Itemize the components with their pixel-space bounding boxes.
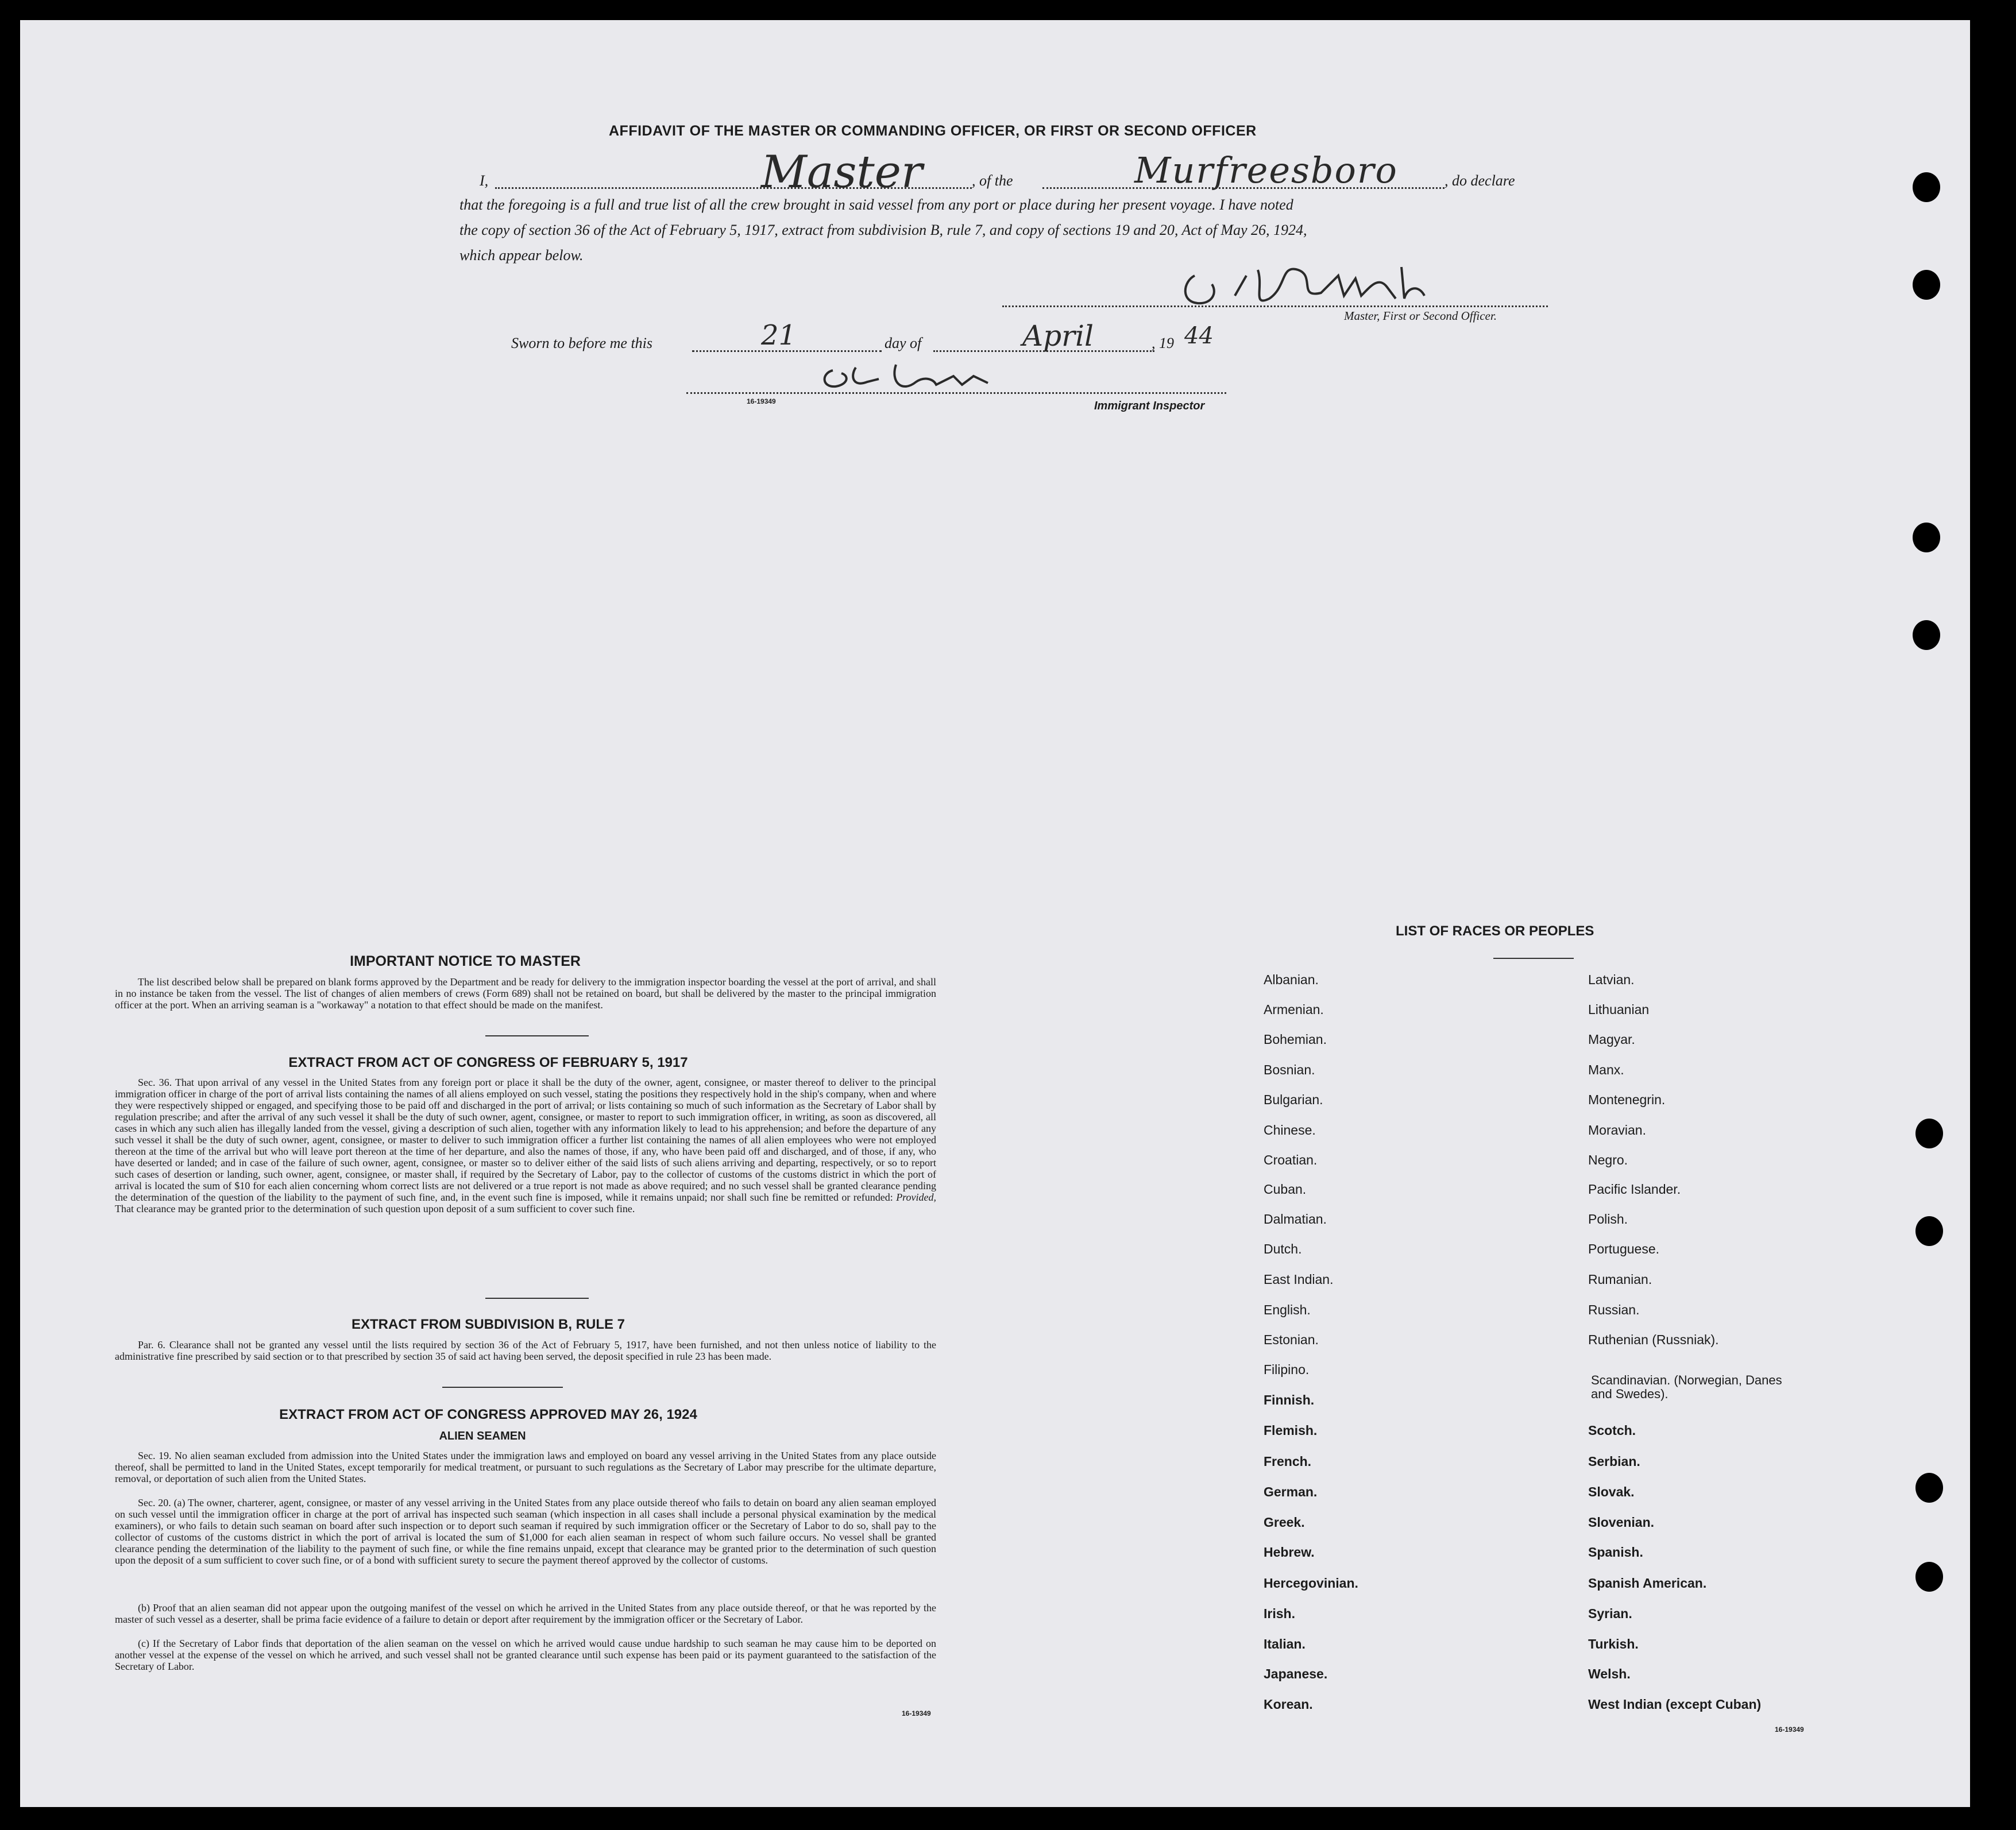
- extract-1917-body-end: That clearance may be granted prior to the determination of such question upon deposit of a sum sufficient to cover such fine.: [115, 1203, 635, 1214]
- race-item: Albanian.: [1264, 972, 1319, 987]
- race-item: Hercegovinian.: [1264, 1576, 1358, 1591]
- form-number-left: 16-19349: [902, 1709, 931, 1717]
- race-item: Ruthenian (Russniak).: [1588, 1332, 1719, 1347]
- handwritten-year: 44: [1184, 323, 1214, 349]
- of-the-label: , of the: [972, 172, 1013, 189]
- binder-hole: [1915, 1562, 1943, 1592]
- section-divider: [485, 1035, 589, 1036]
- race-item: Spanish American.: [1588, 1576, 1707, 1591]
- race-item: Filipino.: [1264, 1362, 1310, 1377]
- notice-text: The list described below shall be prepared on blank forms approved by the Department and be ready for delivery to the immigration inspector boarding the vessel at the port of arrival, and shall in no instance be taken from the vessel. The list of changes of alien members of crews (Form 689) shall not be retained on board, but shall be delivered by the master to the principal immigration officer at the port. When an arriving seaman is a "workaway" a notation to that effect should be made on the manifest.: [115, 976, 936, 1011]
- binder-hole: [1915, 1119, 1943, 1148]
- race-item: Serbian.: [1588, 1454, 1640, 1469]
- race-item: Magyar.: [1588, 1032, 1635, 1047]
- handwritten-month: April: [1022, 319, 1094, 353]
- binder-hole: [1915, 1473, 1943, 1503]
- race-item: Finnish.: [1264, 1392, 1315, 1407]
- extract-1917-body: Sec. 36. That upon arrival of any vessel in the United States from any foreign port or place it shall be the duty of the owner, agent, consignee, or master thereof to deliver to the principal immigration officer in charge of the port of arrival lists containing the names of all aliens employed on such vessel, stating the positions they respectively hold in the ship's company, when and where they were respectively shipped or engaged, and specifying those to be paid off and discharged in the port of arrival; or lists containing so much of such information as the Secretary of Labor shall by regulation prescribe; and after the arrival of any such vessel it shall be the duty of such owner, agent, consignee, or master to report to such immigration officer, in writing, as soon as discovered, all cases in which any such alien has illegally landed from the vessel, giving a description of such alien, together with any information likely to lead to his apprehension; and before the departure of any such vessel it shall be the duty of such owner, agent, consignee, or master to deliver to such immigration officer a further list containing the names of all alien employees who were not employed thereon at the time of the arrival but who will leave port thereon at the time of her departure, and also the names of those, if any, who have been paid off and discharged, and of those, if any, who have deserted or landed; and in case of the failure of such owner, agent, consignee, or master so to deliver either of the said lists of such aliens arriving and departing, respectively, or so to report such cases of desertion or landing, such owner, agent, consignee, or master shall, if required by the Secretary of Labor, pay to the collector of customs of the customs district in which the port of arrival is located the sum of $10 for each alien concerning whom correct lists are not delivered or a true report is not made as above required; and no such vessel shall be granted clearance pending the determination of the question of the liability to the payment of such fine, and, in the event such fine is imposed, while it remains unpaid; nor shall such fine be remitted or refunded:: [115, 1077, 936, 1203]
- handwritten-day: 21: [761, 319, 797, 351]
- affidavit-line-3: the copy of section 36 of the Act of February 5, 1917, extract from subdivision B, rule 7, and copy of sections 19 and 20, Act of May 26, 1924,: [459, 222, 1307, 238]
- binder-hole: [1915, 1216, 1943, 1246]
- extract-1917-title: EXTRACT FROM ACT OF CONGRESS OF FEBRUARY 5, 1917: [288, 1055, 688, 1070]
- rule-7-title: EXTRACT FROM SUBDIVISION B, RULE 7: [351, 1317, 625, 1332]
- binder-hole: [1913, 620, 1940, 650]
- race-item: Hebrew.: [1264, 1545, 1315, 1560]
- race-item: Pacific Islander.: [1588, 1182, 1681, 1197]
- race-item: Moravian.: [1588, 1123, 1646, 1138]
- rule-7-text: Par. 6. Clearance shall not be granted any vessel until the lists required by section 36 of the Act of February 5, 1917, have been furnished, and not then unless notice of liability to the administrative fine prescribed by said section or to that prescribed by section 35 of said act having been served, the deposit specified in rule 23 has been made.: [115, 1339, 936, 1362]
- race-item: Estonian.: [1264, 1332, 1319, 1347]
- race-item: Welsh.: [1588, 1666, 1631, 1681]
- sec-20c-text: (c) If the Secretary of Labor finds that deportation of the alien seaman on the vessel on which he arrived would cause undue hardship to such seaman he may cause him to be deported on another vessel at the expense of the vessel on which he arrived, and such vessel shall not be granted clearance until such expense has been paid or its payment guaranteed to the satisfaction of the Secretary of Labor.: [115, 1638, 936, 1672]
- race-item: Japanese.: [1264, 1666, 1328, 1681]
- race-item: Dalmatian.: [1264, 1212, 1327, 1227]
- i-label: I,: [480, 172, 489, 189]
- alien-seamen-subtitle: ALIEN SEAMEN: [439, 1430, 526, 1442]
- race-item: Latvian.: [1588, 972, 1635, 987]
- race-item: Syrian.: [1588, 1606, 1632, 1621]
- form-number-right: 16-19349: [1775, 1725, 1804, 1734]
- race-item: West Indian (except Cuban): [1588, 1697, 1762, 1712]
- binder-hole: [1913, 172, 1940, 202]
- race-item: Armenian.: [1264, 1002, 1324, 1017]
- race-item: Scotch.: [1588, 1423, 1636, 1438]
- day-of-label: day of: [885, 335, 922, 351]
- notice-title: IMPORTANT NOTICE TO MASTER: [350, 953, 581, 969]
- affidavit-line-4: which appear below.: [459, 247, 584, 264]
- race-item: Negro.: [1588, 1152, 1628, 1167]
- inspector-line: [686, 392, 1226, 394]
- race-item: Chinese.: [1264, 1123, 1316, 1138]
- race-item: Dutch.: [1264, 1241, 1302, 1256]
- race-item: French.: [1264, 1454, 1312, 1469]
- race-item: Slovenian.: [1588, 1515, 1655, 1530]
- race-item: Bosnian.: [1264, 1062, 1315, 1077]
- do-declare-label: , do declare: [1445, 172, 1515, 189]
- inspector-signature: [816, 353, 1022, 396]
- race-item: English.: [1264, 1302, 1311, 1317]
- race-item: Bulgarian.: [1264, 1092, 1323, 1107]
- races-title: LIST OF RACES OR PEOPLES: [1396, 923, 1594, 939]
- provided-label: Provided,: [896, 1191, 936, 1203]
- race-item: Manx.: [1588, 1062, 1624, 1077]
- section-divider: [485, 1298, 589, 1299]
- race-item: German.: [1264, 1484, 1318, 1499]
- sec-19-text: Sec. 19. No alien seaman excluded from admission into the United States under the immigration laws and employed on board any vessel arriving in the United States from any place outside thereof, shall be permitted to land in the United States, except temporarily for medical treatment, or pursuant to such regulations as the Secretary of Labor may prescribe for the ultimate departure, removal, or deportation of such alien from the United States.: [115, 1450, 936, 1484]
- race-item: Spanish.: [1588, 1545, 1643, 1560]
- section-divider: [442, 1387, 563, 1388]
- affidavit-title: AFFIDAVIT OF THE MASTER OR COMMANDING OFFICER, OR FIRST OR SECOND OFFICER: [609, 123, 1257, 139]
- race-item: Slovak.: [1588, 1484, 1635, 1499]
- signature-line: [1002, 305, 1548, 307]
- races-title-underline: [1493, 958, 1574, 959]
- race-item: Irish.: [1264, 1606, 1295, 1621]
- race-item: Montenegrin.: [1588, 1092, 1666, 1107]
- form-number-top: 16-19349: [747, 397, 776, 405]
- race-item: Russian.: [1588, 1302, 1640, 1317]
- sworn-label: Sworn to before me this: [511, 335, 653, 351]
- race-item: Turkish.: [1588, 1636, 1639, 1651]
- master-signature: [1172, 253, 1493, 310]
- race-item: Cuban.: [1264, 1182, 1307, 1197]
- race-item: Bohemian.: [1264, 1032, 1327, 1047]
- binder-hole: [1913, 523, 1940, 552]
- race-item: Italian.: [1264, 1636, 1306, 1651]
- race-item: Greek.: [1264, 1515, 1305, 1530]
- race-item: Rumanian.: [1588, 1272, 1652, 1287]
- handwritten-master: Master: [761, 146, 923, 198]
- race-item: Croatian.: [1264, 1152, 1318, 1167]
- inspector-label: Immigrant Inspector: [1094, 400, 1205, 412]
- binder-hole: [1913, 270, 1940, 300]
- sec-20b-text: (b) Proof that an alien seaman did not appear upon the outgoing manifest of the vessel on which he arrived in the United States from any place outside thereof, or that he was reported by the master of such vessel as a deserter, shall be prima facie evidence of a failure to detain or deport after requirement by the immigration officer or the Secretary of Labor.: [115, 1602, 936, 1625]
- signature-label: Master, First or Second Officer.: [1344, 309, 1497, 323]
- race-item: Portuguese.: [1588, 1241, 1660, 1256]
- extract-1917-text: [115, 1077, 936, 1214]
- race-item: Flemish.: [1264, 1423, 1318, 1438]
- race-item: Scandinavian. (Norwegian, Danes and Swedes).: [1591, 1373, 1782, 1401]
- sec-20a-text: Sec. 20. (a) The owner, charterer, agent, consignee, or master of any vessel arriving in the United States from any place outside thereof who fails to detain on board any alien seaman employed on such vessel until the immigration officer in charge at the port of arrival has inspected such seaman (which inspection in all cases shall include a personal physical examination by the medical examiners), or who fails to detain such seaman on board after such inspection or to deport such seaman if required by such immigration officer or the Secretary of Labor to do so, shall pay to the collector of customs of the customs district in which the port of arrival is located the sum of $1,000 for each alien seaman in respect of whom such failure occurs. No vessel shall be granted clearance pending the determination of the liability to the payment of such fine, or while the fine remains unpaid, except that clearance may be granted prior to the determination of such question upon the deposit of a sum sufficient to cover such fine, or of a bond with sufficient surety to secure the payment thereof approved by the collector of customs.: [115, 1497, 936, 1566]
- race-item: East Indian.: [1264, 1272, 1334, 1287]
- extract-1924-title: EXTRACT FROM ACT OF CONGRESS APPROVED MAY 26, 1924: [279, 1407, 697, 1422]
- race-item: Polish.: [1588, 1212, 1628, 1227]
- race-item: Lithuanian: [1588, 1002, 1650, 1017]
- race-item: Korean.: [1264, 1697, 1313, 1712]
- year-prefix: , 19: [1152, 335, 1174, 351]
- affidavit-line-2: that the foregoing is a full and true list of all the crew brought in said vessel from any port or place during her present voyage. I have noted: [459, 196, 1293, 213]
- handwritten-vessel-name: Murfreesboro: [1134, 149, 1398, 191]
